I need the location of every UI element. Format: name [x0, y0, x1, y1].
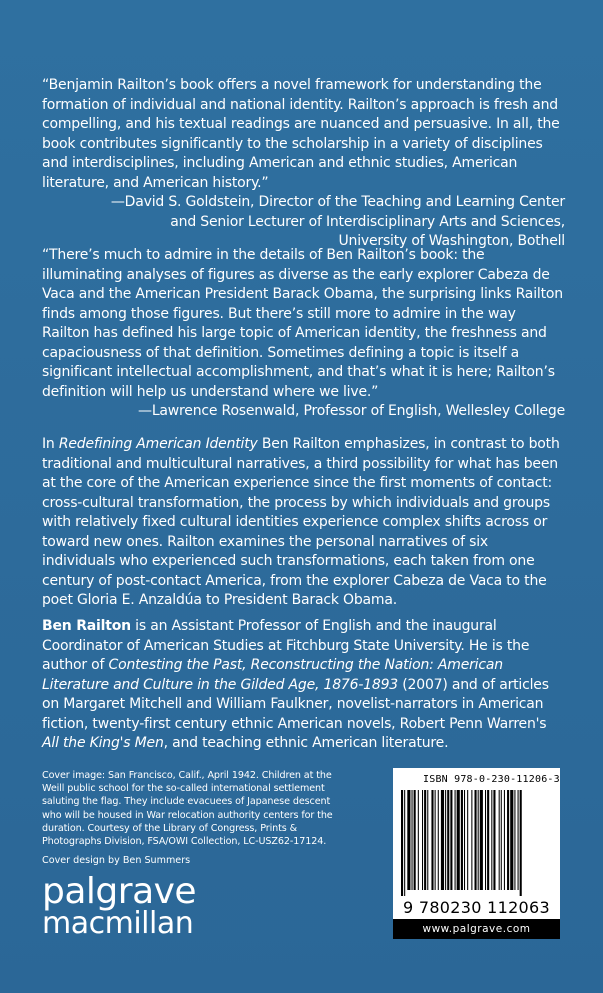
- cover-design-credit: Cover design by Ben Summers: [42, 855, 191, 866]
- barcode-bar: [514, 790, 515, 890]
- bio-text-3: , and teaching ethnic American literature.: [163, 735, 449, 751]
- isbn-digits: 9 780230 112063: [402, 898, 550, 917]
- publisher-website: www.palgrave.com: [393, 919, 560, 939]
- barcode-bar: [504, 790, 505, 890]
- bio-book-1: Contesting the Past, Reconstructing the Nation: American Literature and Culture in the Gilded Age, 1876-1893: [42, 657, 503, 693]
- bio-book-2: All the King's Men: [42, 735, 164, 751]
- logo-line-1: palgrave: [42, 871, 197, 912]
- barcode-bar: [412, 790, 413, 890]
- barcode-bar: [485, 790, 486, 890]
- bio-text-2: (2007) and of articles on Margaret Mitchell and William Faulkner, novelist-narrators in American fiction, twenty-first century ethnic American novels, Robert Penn Warren's: [42, 676, 549, 732]
- barcode-bar: [507, 790, 509, 890]
- quote-1-attribution-line-3: University of Washington, Bothell: [338, 233, 565, 249]
- barcode-bar: [493, 790, 495, 890]
- barcode-bar: [424, 790, 426, 890]
- barcode-bar: [427, 790, 428, 890]
- description-book-title: Redefining American Identity: [58, 436, 258, 452]
- barcode-icon: [399, 790, 554, 896]
- description-text: Ben Railton emphasizes, in contrast to both traditional and multicultural narratives, a third possibility for what has been at the core of the American experience since the first moments of contact: cross-cultural transformation, the process by which individuals and groups with relatively fixed cultural identities experience complex shifts across or toward new ones. Railton examines the personal narratives of six individuals who experienced such transformations, each taken from one century of post-contact America, from the explorer Cabeza de Vaca to the poet Gloria E. Anzaldúa to President Barack Obama.: [42, 436, 560, 608]
- palgrave-macmillan-logo: [42, 871, 197, 941]
- barcode-bar: [404, 790, 405, 896]
- barcode-bar: [407, 790, 410, 890]
- barcode-bar: [445, 790, 446, 890]
- isbn-label: ISBN 978-0-230-11206-3: [423, 774, 560, 785]
- barcode-bar: [501, 790, 502, 890]
- book-description: [42, 435, 565, 611]
- barcode-bar: [418, 790, 419, 890]
- description-paragraph: [42, 435, 565, 611]
- barcode-bar: [450, 790, 452, 890]
- barcode-bar: [464, 790, 465, 890]
- logo-line-2: macmillan: [42, 906, 194, 941]
- barcode-bar: [480, 790, 483, 890]
- barcode-bar: [461, 790, 463, 890]
- author-bio: [42, 617, 565, 754]
- barcode-bar: [475, 790, 477, 890]
- endorsement-quote-1: [42, 76, 565, 252]
- barcode-bar: [518, 790, 519, 890]
- barcode-bar: [510, 790, 513, 890]
- quote-2-attribution: —Lawrence Rosenwald, Professor of English, Wellesley College: [138, 403, 565, 419]
- barcode-bar: [447, 790, 449, 890]
- barcode-bar: [499, 790, 500, 890]
- endorsement-quote-2: [42, 246, 565, 422]
- barcode-bar: [478, 790, 479, 890]
- barcode-bar: [401, 790, 403, 896]
- barcode-bar: [467, 790, 468, 890]
- cover-image-credit: Cover image: San Francisco, Calif., April 1942. Children at the Weill public school for the so-called international settlement saluting the flag. They include evacuees of Japanese descent who will be housed in War relocation authority centers for the duration. Courtesy of the Library of Congress, Prints & Photographs Division, FSA/OWI Collection, LC-USZ62-17124.: [42, 770, 333, 848]
- bio-paragraph: [42, 617, 565, 754]
- barcode-bar: [435, 790, 436, 890]
- barcode-bar: [487, 790, 489, 890]
- barcode-bar: [471, 790, 472, 890]
- bio-text-1: is an Assistant Professor of English and the inaugural Coordinator of American Studies at Fitchburg State University. He is the author of: [42, 618, 530, 673]
- author-name: Ben Railton: [42, 618, 131, 634]
- quote-1-text: “Benjamin Railton’s book offers a novel framework for understanding the formation of individual and national identity. Railton’s approach is fresh and compelling, and his textual readings are nuanced and persuasive. In all, the book contributes significantly to the scholarship in a variety of disciplines and interdisciplines, including American and ethnic studies, American literature, and American history.”: [42, 77, 560, 191]
- description-intro: In: [42, 436, 59, 452]
- barcode-bar: [441, 790, 444, 890]
- barcode-bar: [438, 790, 439, 890]
- quote-1-attribution-line-2: and Senior Lecturer of Interdisciplinary Arts and Sciences,: [170, 213, 565, 230]
- barcode-bar: [457, 790, 460, 890]
- barcode-bar: [422, 790, 423, 890]
- barcode-bar: [431, 790, 433, 890]
- barcode-bar: [491, 790, 492, 890]
- quote-1-attribution-line-1: —David S. Goldstein, Director of the Teaching and Learning Center: [110, 194, 565, 210]
- isbn-barcode-panel: [393, 768, 560, 939]
- barcode-bar: [520, 790, 522, 896]
- quote-2-text: “There’s much to admire in the details of Ben Railton’s book: the illuminating analyses of figures as diverse as the early explorer Cabeza de Vaca and the American President Barack Obama, the surprising links Railton finds among those figures. But there’s still more to admire in the way Railton has defined his large topic of American identity, the freshness and capaciousness of that definition. Sometimes defining a topic is itself a significant intellectual accomplishment, and that’s what it is here; Railton’s definition will help us understand where we live.”: [42, 247, 563, 400]
- barcode-bar: [414, 790, 416, 890]
- barcode-bar: [455, 790, 456, 890]
